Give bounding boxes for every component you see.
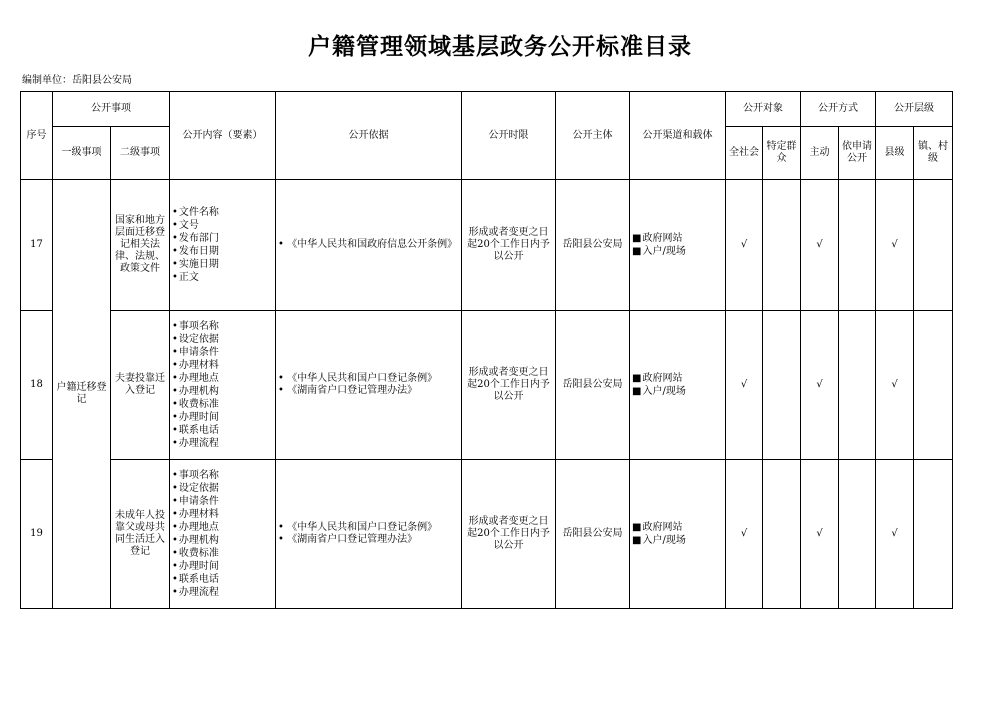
header-subject: 公开主体 [556, 92, 630, 180]
list-item: • 《中华人民共和国户口登记条例》 [278, 373, 459, 385]
header-audience-specific: 特定群众 [763, 127, 801, 180]
row-seq: 18 [21, 311, 53, 460]
header-level1: 一级事项 [53, 127, 111, 180]
level1-cell: 户籍迁移登记 [53, 180, 111, 609]
row-level-town [914, 460, 953, 609]
list-item: ■ 入户/现场 [632, 534, 723, 547]
basis-list [278, 239, 459, 251]
list-item: • 《中华人民共和国户口登记条例》 [278, 522, 459, 534]
list-item: • 办理材料 [172, 359, 273, 372]
table-row [21, 311, 953, 460]
list-item: • 设定依据 [172, 482, 273, 495]
header-method-active: 主动 [801, 127, 839, 180]
list-item: • 申请条件 [172, 495, 273, 508]
content-list [172, 320, 273, 450]
list-item: ■ 入户/现场 [632, 245, 723, 258]
header-seq: 序号 [21, 92, 53, 180]
header-level-county: 县级 [876, 127, 914, 180]
list-item: • 联系电话 [172, 424, 273, 437]
row-content [170, 311, 276, 460]
row-basis [276, 460, 462, 609]
row-audience-specific [763, 180, 801, 311]
list-item: • 办理流程 [172, 586, 273, 599]
list-item: • 办理机构 [172, 385, 273, 398]
list-item: • 发布部门 [172, 232, 273, 245]
list-item: • 办理材料 [172, 508, 273, 521]
list-item: • 事项名称 [172, 469, 273, 482]
row-time-limit: 形成或者变更之日起20个工作日内予以公开 [462, 180, 556, 311]
header-content: 公开内容（要素） [170, 92, 276, 180]
row-level2: 国家和地方层面迁移登记相关法律、法规、政策文件 [111, 180, 170, 311]
row-method-request [839, 180, 876, 311]
header-time-limit: 公开时限 [462, 92, 556, 180]
row-level2: 夫妻投靠迁入登记 [111, 311, 170, 460]
list-item: • 办理时间 [172, 560, 273, 573]
page-title: 户籍管理领域基层政务公开标准目录 [308, 34, 692, 60]
list-item: • 办理时间 [172, 411, 273, 424]
row-method-request [839, 311, 876, 460]
row-content [170, 180, 276, 311]
row-level-county: √ [876, 180, 914, 311]
row-subject: 岳阳县公安局 [556, 311, 630, 460]
row-subject: 岳阳县公安局 [556, 460, 630, 609]
header-audience: 公开对象 [726, 92, 801, 127]
header-row-1 [21, 92, 953, 127]
list-item: ■ 政府网站 [632, 372, 723, 385]
compiler-unit: 编制单位：岳阳县公安局 [22, 75, 132, 86]
row-channel [630, 311, 726, 460]
row-channel [630, 460, 726, 609]
row-subject: 岳阳县公安局 [556, 180, 630, 311]
list-item: • 设定依据 [172, 333, 273, 346]
row-audience-all: √ [726, 460, 763, 609]
catalog-table [20, 91, 953, 609]
list-item: • 发布日期 [172, 245, 273, 258]
list-item: • 事项名称 [172, 320, 273, 333]
list-item: • 《湖南省户口登记管理办法》 [278, 534, 459, 546]
row-time-limit: 形成或者变更之日起20个工作日内予以公开 [462, 311, 556, 460]
header-audience-all: 全社会 [726, 127, 763, 180]
list-item: • 实施日期 [172, 258, 273, 271]
row-level2: 未成年人投靠父或母共同生活迁入登记 [111, 460, 170, 609]
row-time-limit: 形成或者变更之日起20个工作日内予以公开 [462, 460, 556, 609]
channel-list [632, 521, 723, 547]
list-item: • 文号 [172, 219, 273, 232]
row-channel [630, 180, 726, 311]
row-basis [276, 180, 462, 311]
channel-list [632, 372, 723, 398]
content-list [172, 206, 273, 284]
list-item: • 收费标准 [172, 398, 273, 411]
header-level-town: 镇、村级 [914, 127, 953, 180]
list-item: • 办理流程 [172, 437, 273, 450]
list-item: • 办理地点 [172, 372, 273, 385]
list-item: • 收费标准 [172, 547, 273, 560]
header-method-request: 依申请公开 [839, 127, 876, 180]
row-method-request [839, 460, 876, 609]
list-item: ■ 政府网站 [632, 232, 723, 245]
header-basis: 公开依据 [276, 92, 462, 180]
basis-list [278, 373, 459, 397]
row-seq: 17 [21, 180, 53, 311]
row-basis [276, 311, 462, 460]
row-level-town [914, 311, 953, 460]
table-row [21, 460, 953, 609]
row-seq: 19 [21, 460, 53, 609]
list-item: • 办理地点 [172, 521, 273, 534]
list-item: • 《中华人民共和国政府信息公开条例》 [278, 239, 459, 251]
header-method: 公开方式 [801, 92, 876, 127]
list-item: • 联系电话 [172, 573, 273, 586]
row-level-county: √ [876, 460, 914, 609]
table-row [21, 180, 953, 311]
content-list [172, 469, 273, 599]
channel-list [632, 232, 723, 258]
row-audience-specific [763, 311, 801, 460]
row-audience-all: √ [726, 311, 763, 460]
list-item: ■ 政府网站 [632, 521, 723, 534]
row-method-active: √ [801, 311, 839, 460]
row-audience-specific [763, 460, 801, 609]
row-content [170, 460, 276, 609]
header-level2: 二级事项 [111, 127, 170, 180]
list-item: • 《湖南省户口登记管理办法》 [278, 385, 459, 397]
header-level: 公开层级 [876, 92, 953, 127]
row-method-active: √ [801, 460, 839, 609]
list-item: • 办理机构 [172, 534, 273, 547]
list-item: ■ 入户/现场 [632, 385, 723, 398]
basis-list [278, 522, 459, 546]
row-audience-all: √ [726, 180, 763, 311]
list-item: • 文件名称 [172, 206, 273, 219]
row-level-county: √ [876, 311, 914, 460]
row-method-active: √ [801, 180, 839, 311]
header-channel: 公开渠道和载体 [630, 92, 726, 180]
header-public-item: 公开事项 [53, 92, 170, 127]
list-item: • 申请条件 [172, 346, 273, 359]
row-level-town [914, 180, 953, 311]
list-item: • 正文 [172, 271, 273, 284]
